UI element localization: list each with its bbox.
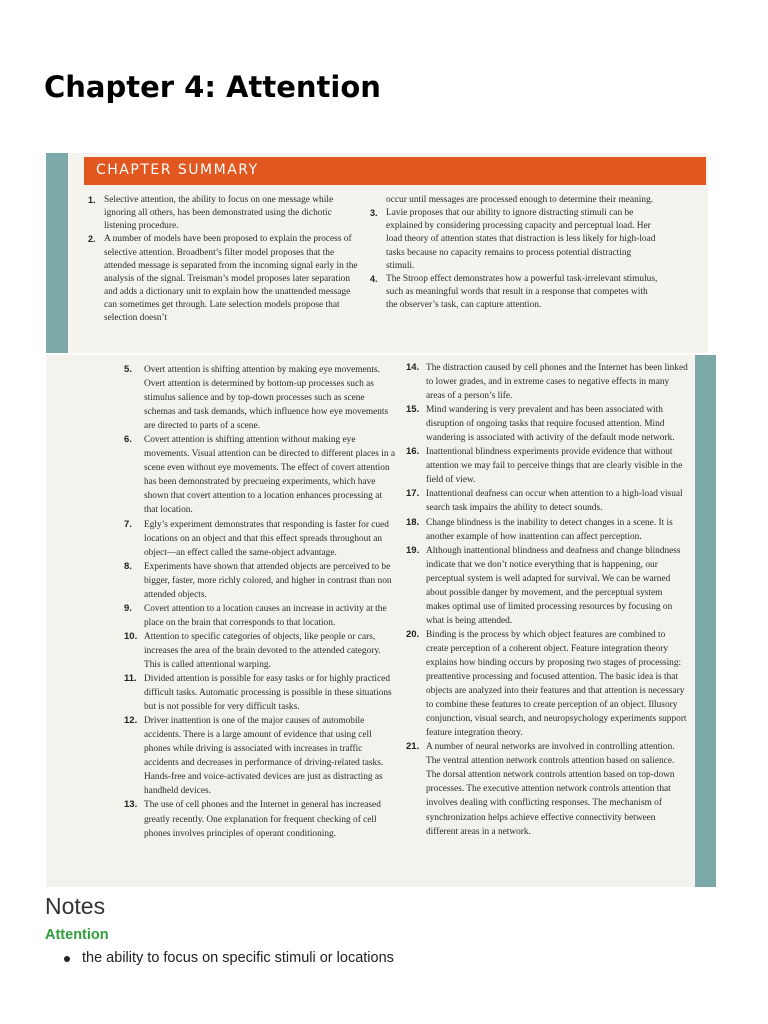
- summary-item: 2. A number of models have been proposed to explain the process of selective attention. Broadbent’s filter model proposes that the attended message is separated from the incoming signal early in the analysis of the signal. Treisman’s model proposes later separation and adds a dictionary unit to explain how the unattended message can sometimes get through. Late selection models propose that selection doesn’t: [88, 234, 358, 324]
- summary-item: 8. Experiments have shown that attended objects are perceived to be bigger, faster, more richly colored, and higher in contrast than non attended objects.: [124, 560, 392, 600]
- summary-item: 1. Selective attention, the ability to focus on one message while ignoring all others, has been demonstrated using the dichotic listening procedure.: [88, 195, 334, 232]
- summary-item-continuation: occur until messages are processed enough to determine their meaning.: [386, 195, 654, 205]
- summary-column-right: [406, 361, 688, 839]
- summary-item: 4. The Stroop effect demonstrates how a powerful task-irrelevant stimulus, such as meaningful words that result in a response that competes with the observer’s task, can capture attention.: [370, 273, 658, 311]
- summary-item: 21. A number of neural networks are involved in controlling attention. The ventral attention network controls attention based on salience. The dorsal attention network controls attention based on top-down processes. The executive attention network controls attention that involves dealing with conflicting responses. The mechanism of synchronization helps achieve effective connectivity between different areas in a network.: [406, 741, 675, 837]
- summary-item: 13. The use of cell phones and the Internet in general has increased greatly recently. One explanation for frequent checking of cell phones involves principles of operant conditioning.: [124, 799, 381, 839]
- bullet-icon: [64, 956, 70, 962]
- notes-list: [60, 950, 394, 966]
- summary-column-left: [124, 363, 396, 841]
- chapter-summary-scan-bottom: [46, 355, 716, 887]
- summary-item: 18. Change blindness is the inability to detect changes in a scene. It is another example of how inattention can affect perception.: [406, 516, 673, 542]
- notes-item-text: the ability to focus on specific stimuli or locations: [82, 950, 394, 966]
- summary-item: 15. Mind wandering is very prevalent and has been associated with disruption of ongoing tasks that require focused attention. Mind wandering is associated with activity of the default mode network.: [406, 404, 675, 444]
- notes-heading: Notes: [45, 893, 106, 919]
- notes-subheading: Attention: [45, 927, 109, 943]
- summary-column-left: [88, 194, 358, 326]
- summary-item: 7. Egly’s experiment demonstrates that responding is faster for cued locations on an object and that this effect spreads throughout an object—an effect called the same-object advantage.: [124, 518, 389, 558]
- summary-item: 5. Overt attention is shifting attention by making eye movements. Overt attention is determined by bottom-up processes such as stimulus salience and by top-down processes such as scene schemas and task demands, which influence how eye movements are directed to parts of a scene.: [124, 364, 389, 432]
- chapter-summary-scan-top: [46, 153, 708, 353]
- summary-item: 10. Attention to specific categories of objects, like people or cars, increases the area of the brain devoted to the attended category. This is called attentional warping.: [124, 630, 381, 670]
- summary-item: 20. Binding is the process by which object features are combined to create perception of a coherent object. Feature integration theory explains how binding occurs by proposing two stages of processing: preattentive processing and focused attention. The basic idea is that objects are analyzed into their features and that attention is necessary to combine these features to create perception of an object. Illusory conjunction, visual search, and neuropsychology experiments support feature integration theory.: [406, 628, 687, 739]
- page-title: Chapter 4: Attention: [44, 70, 381, 104]
- summary-item: 14. The distraction caused by cell phones and the Internet has been linked to lower grades, and in extreme cases to negative effects in many areas of a person’s life.: [406, 362, 688, 402]
- banner-title: CHAPTER SUMMARY: [96, 162, 259, 178]
- summary-item: 16. Inattentional blindness experiments provide evidence that without attention we may fail to perceive things that are clearly visible in the field of view.: [406, 446, 683, 486]
- page-edge-bar: [695, 355, 716, 887]
- summary-item: 12. Driver inattention is one of the major causes of automobile accidents. There is a large amount of evidence that using cell phones while driving is associated with increases in traffic accidents and decreases in performance of driving-related tasks. Hands-free and voice-activated devices are just as distracting as handheld devices.: [124, 715, 384, 797]
- summary-item: 17. Inattentional deafness can occur when attention to a high-load visual search task impairs the ability to detect sounds.: [406, 488, 683, 514]
- page-edge-bar: [46, 153, 68, 353]
- summary-item: 19. Although inattentional blindness and deafness and change blindness indicate that we don’t notice everything that is happening, our perceptual system is well adapted for survival. We can be warned about possible danger by movement, and the perceptual system makes optimal use of limited processing resources by focusing on what is being attended.: [406, 544, 681, 626]
- notes-list-item: [60, 950, 394, 966]
- summary-item: 6. Covert attention is shifting attention without making eye movements. Visual attention can be directed to different places in a scene even without eye movements. The effect of covert attention has been demonstrated by precueing experiments, which have shown that covert attention to a location enhances processing at that location.: [124, 434, 396, 516]
- summary-column-right: [370, 194, 660, 312]
- chapter-summary-banner: [84, 157, 706, 185]
- summary-item: 9. Covert attention to a location causes an increase in activity at the place on the brain that corresponds to that location.: [124, 602, 387, 628]
- summary-item: 11. Divided attention is possible for easy tasks or for highly practiced difficult tasks. Automatic processing is possible in these situations but is not possible for very difficult tasks.: [124, 673, 392, 713]
- summary-item: 3. Lavie proposes that our ability to ignore distracting stimuli can be explained by considering processing capacity and perceptual load. Her load theory of attention states that distraction is less likely for high-load tasks because no capacity remains to process potential distracting stimuli.: [370, 208, 656, 271]
